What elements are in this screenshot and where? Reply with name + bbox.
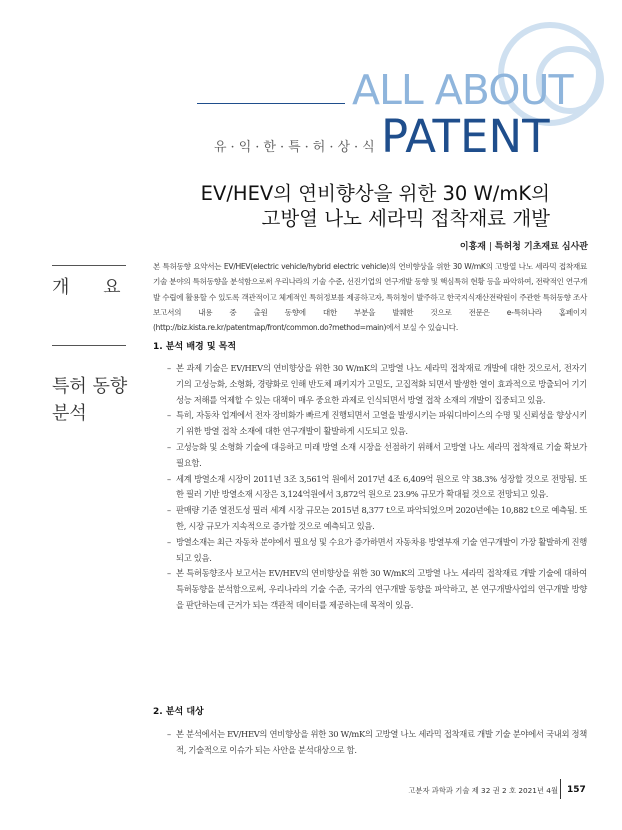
list-item: – 특히, 자동차 업계에서 전자 장비화가 빠르게 진행되면서 고열을 발생시키는 파워디바이스의 수명 및 신뢰성을 향상시키기 위한 방열 접착 소재에 대한 연구개발이 활발하게 시도되고 있음.	[167, 408, 587, 440]
overview-rule	[52, 265, 126, 266]
header-patent: PATENT	[381, 110, 550, 163]
list-item: – 본 특허동향조사 보고서는 EV/HEV의 연비향상을 위한 30 W/mK의 고방열 나노 세라믹 접착재료 개발 기술에 대하여 특허동향을 분석함으로써, 우리나라의 기술 수준, 국가의 연구개발 동향을 파악하고, 본 연구개발사업의 연구개발 방향을 판단하는데 근거가 되는 객관적 데이터를 제공하는데 목적이 있음.	[167, 566, 587, 613]
author-name: 이홍재	[459, 242, 486, 252]
list-item: – 본 과제 기술은 EV/HEV의 연비향상을 위한 30 W/mK의 고방열 나노 세라믹 접착재료 개발에 대한 것으로서, 전자기기의 고성능화, 소형화, 경량화로 인해 반도체 패키지가 고밀도, 고집적화 되면서 발생한 열이 효과적으로 방출되어 기기 성능 저해를 억제할 수 있는 대책이 매우 중요한 과제로 인식되면서 방열 접착 소재의 개발이 집중되고 있음.	[167, 361, 587, 408]
list-item: – 판매량 기준 열전도성 필러 세계 시장 규모는 2015년 8,377 t으로 파악되었으며 2020년에는 10,882 t으로 예측됨. 또한, 시장 규모가 지속적으로 증가할 것으로 예측되고 있음.	[167, 503, 587, 535]
section-1-heading: 1. 분석 배경 및 목적	[153, 342, 237, 352]
footer-journal: 고분자 과학과 기술 제 32 권 2 호 2021년 4월	[408, 786, 558, 795]
footer-separator	[560, 779, 561, 799]
overview-bottom-rule	[52, 345, 126, 346]
list-item: – 세계 방열소재 시장이 2011년 3조 3,561억 원에서 2017년 4조 6,409억 원으로 약 38.3% 성장할 것으로 전망됨. 또한 필러 기반 방열소재 시장은 3,124억원에서 3,872억 원으로 23.9% 규모가 확대될 것으로 전망되고 있음.	[167, 472, 587, 504]
page-number: 157	[567, 785, 586, 795]
list-item: – 고성능화 및 소형화 기술에 대응하고 미래 방열 소재 시장을 선점하기 위해서 고방열 나노 세라믹 접착재료 기술 확보가 필요함.	[167, 440, 587, 472]
overview-paragraph: 본 특허동향 요약서는 EV/HEV(electric vehicle/hybrid electric vehicle)의 연비향상을 위한 30 W/mK의 고방열 나노 세라믹 접착재료 기술 분야의 특허동향을 분석함으로써 우리나라의 기술 수준, 선진기업의 연구개발 동향 및 핵심특허 현황 등을 파악하여, 전략적인 연구개발 수립에 활용할 수 있도록 객관적이고 체계적인 특허정보를 제공하고자, 특허청이 발주하고 한국지식재산전략원이 주관한 특허동향 조사 보고서의 내용 중 출원 동향에 대한 부분을 발췌한 것으로 전문은 e-특허나라 홈페이지(http://biz.kista.re.kr/patentmap/front/common.do?method=main)에서 보실 수 있습니다.	[153, 262, 587, 333]
author-line	[460, 239, 588, 252]
article-title-line-1: EV/HEV의 연비향상을 위한 30 W/mK의	[200, 182, 550, 205]
list-item: – 방열소재는 최근 자동차 분야에서 필요성 및 수요가 증가하면서 자동차용 방열부재 기술 연구개발이 가장 활발하게 진행되고 있음.	[167, 535, 587, 567]
header-all-about: ALL ABOUT	[352, 66, 573, 114]
section-1-list	[167, 361, 587, 614]
author-affiliation: 특허청 기초재료 심사관	[494, 242, 588, 252]
series-label: 유·익·한·특·허·상·식	[214, 140, 379, 155]
list-item: – 본 분석에서는 EV/HEV의 연비향상을 위한 30 W/mK의 고방열 나노 세라믹 접착재료 개발 기술 분야에서 국내외 정책적, 기술적으로 이슈가 되는 사안을 분석대상으로 함.	[167, 727, 587, 759]
overview-heading: 개 요	[52, 277, 135, 298]
section-2-list	[167, 727, 587, 759]
header-rule	[197, 103, 345, 104]
analysis-heading: 특허 동향분석	[52, 376, 128, 424]
author-separator: |	[488, 242, 492, 252]
section-2-heading: 2. 분석 대상	[153, 707, 204, 717]
article-title-line-2: 고방열 나노 세라믹 접착재료 개발	[261, 207, 550, 230]
